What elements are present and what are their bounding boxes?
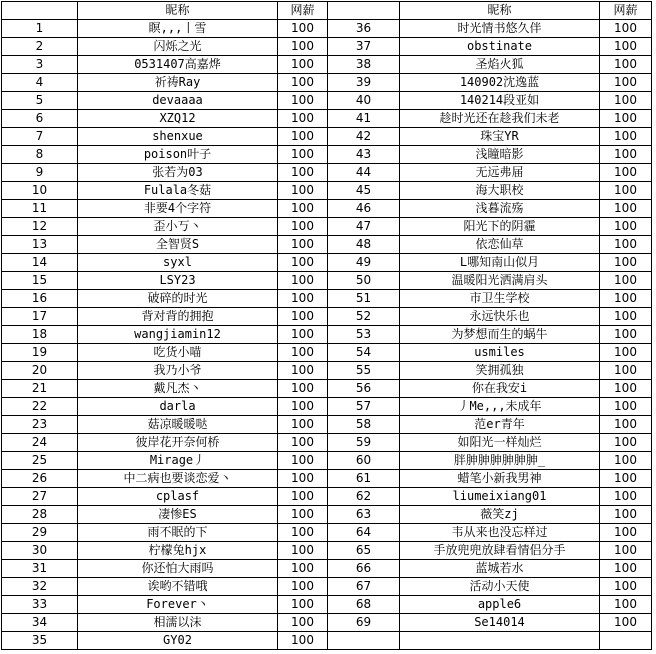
row-index-right: 40 (328, 92, 400, 110)
salary-right: 100 (600, 110, 652, 128)
row-index-left: 4 (2, 74, 78, 92)
nickname-left: 非要4个字符 (78, 200, 278, 218)
table-row (2, 272, 652, 290)
salary-right: 100 (600, 398, 652, 416)
salary-left: 100 (278, 452, 328, 470)
salary-right: 100 (600, 20, 652, 38)
nickname-right: 140214段亚如 (400, 92, 600, 110)
nickname-right: 薇笑zj (400, 506, 600, 524)
salary-left: 100 (278, 272, 328, 290)
row-index-right: 43 (328, 146, 400, 164)
nickname-left: 祈祷Ray (78, 74, 278, 92)
salary-left: 100 (278, 110, 328, 128)
nickname-left: Mirage丿 (78, 452, 278, 470)
nickname-left: syxl (78, 254, 278, 272)
salary-left: 100 (278, 20, 328, 38)
salary-left: 100 (278, 164, 328, 182)
row-index-left: 7 (2, 128, 78, 146)
nickname-right: 永远快乐也 (400, 308, 600, 326)
table-row (2, 308, 652, 326)
nickname-left: 瞑,,,丨雪 (78, 20, 278, 38)
header-salary-right: 网薪 (600, 2, 652, 20)
table-row (2, 74, 652, 92)
salary-left: 100 (278, 254, 328, 272)
row-index-left: 3 (2, 56, 78, 74)
nickname-right: 市卫生学校 (400, 290, 600, 308)
salary-right: 100 (600, 434, 652, 452)
nickname-left: LSY23 (78, 272, 278, 290)
table-row (2, 56, 652, 74)
row-index-right: 53 (328, 326, 400, 344)
table-row (2, 200, 652, 218)
nickname-right: 丿Me,,,未成年 (400, 398, 600, 416)
row-index-right: 37 (328, 38, 400, 56)
row-index-left: 17 (2, 308, 78, 326)
salary-left: 100 (278, 524, 328, 542)
nickname-right: 胖胂胂胂胂胂胂_ (400, 452, 600, 470)
nickname-right: obstinate (400, 38, 600, 56)
table-row (2, 614, 652, 632)
salary-right (600, 632, 652, 650)
row-index-left: 21 (2, 380, 78, 398)
nickname-right: 蓝城若水 (400, 560, 600, 578)
salary-right: 100 (600, 236, 652, 254)
row-index-left: 15 (2, 272, 78, 290)
salary-left: 100 (278, 362, 328, 380)
nickname-right: 温暖阳光洒满肩头 (400, 272, 600, 290)
row-index-right: 57 (328, 398, 400, 416)
header-index-left (2, 2, 78, 20)
salary-left: 100 (278, 632, 328, 650)
nickname-left: 你还怕大雨吗 (78, 560, 278, 578)
row-index-left: 23 (2, 416, 78, 434)
row-index-left: 11 (2, 200, 78, 218)
table-row (2, 128, 652, 146)
table-row (2, 236, 652, 254)
row-index-right: 61 (328, 470, 400, 488)
row-index-left: 34 (2, 614, 78, 632)
row-index-right: 64 (328, 524, 400, 542)
row-index-left: 30 (2, 542, 78, 560)
row-index-left: 22 (2, 398, 78, 416)
row-index-right: 66 (328, 560, 400, 578)
row-index-right: 39 (328, 74, 400, 92)
nickname-right: 140902沈逸蓝 (400, 74, 600, 92)
row-index-right: 65 (328, 542, 400, 560)
row-index-right: 38 (328, 56, 400, 74)
row-index-left: 8 (2, 146, 78, 164)
row-index-right: 56 (328, 380, 400, 398)
header-nickname-left: 昵称 (78, 2, 278, 20)
table-row (2, 488, 652, 506)
table-row (2, 578, 652, 596)
nickname-left: 破碎的时光 (78, 290, 278, 308)
table-row (2, 146, 652, 164)
salary-right: 100 (600, 524, 652, 542)
table-row (2, 164, 652, 182)
salary-left: 100 (278, 596, 328, 614)
nickname-left: 背对背的拥抱 (78, 308, 278, 326)
nickname-right: 笑拥孤独 (400, 362, 600, 380)
table-row (2, 542, 652, 560)
nickname-left: 雨不眠的下 (78, 524, 278, 542)
table-row (2, 20, 652, 38)
salary-left: 100 (278, 434, 328, 452)
row-index-left: 26 (2, 470, 78, 488)
salary-left: 100 (278, 416, 328, 434)
nickname-left: 歪小丂丶 (78, 218, 278, 236)
nickname-left: shenxue (78, 128, 278, 146)
table-row (2, 596, 652, 614)
salary-left: 100 (278, 308, 328, 326)
salary-right: 100 (600, 128, 652, 146)
row-index-right: 44 (328, 164, 400, 182)
nickname-left: darla (78, 398, 278, 416)
nickname-right: 无远弗届 (400, 164, 600, 182)
nickname-right: 浅暮流殇 (400, 200, 600, 218)
nickname-right: 圣焰火狐 (400, 56, 600, 74)
salary-right: 100 (600, 578, 652, 596)
nickname-left: 吃货小喵 (78, 344, 278, 362)
salary-left: 100 (278, 56, 328, 74)
row-index-right: 58 (328, 416, 400, 434)
row-index-left: 6 (2, 110, 78, 128)
salary-right: 100 (600, 596, 652, 614)
table-row (2, 524, 652, 542)
row-index-right: 52 (328, 308, 400, 326)
table-row (2, 470, 652, 488)
row-index-right: 60 (328, 452, 400, 470)
row-index-left: 31 (2, 560, 78, 578)
row-index-right: 55 (328, 362, 400, 380)
row-index-right: 67 (328, 578, 400, 596)
salary-left: 100 (278, 470, 328, 488)
salary-right: 100 (600, 164, 652, 182)
salary-left: 100 (278, 542, 328, 560)
salary-left: 100 (278, 146, 328, 164)
salary-left: 100 (278, 614, 328, 632)
table-row (2, 182, 652, 200)
nickname-left: Forever丶 (78, 596, 278, 614)
salary-left: 100 (278, 560, 328, 578)
salary-left: 100 (278, 128, 328, 146)
salary-left: 100 (278, 326, 328, 344)
salary-left: 100 (278, 92, 328, 110)
salary-right: 100 (600, 452, 652, 470)
row-index-right: 69 (328, 614, 400, 632)
salary-right: 100 (600, 488, 652, 506)
salary-right: 100 (600, 470, 652, 488)
nickname-left: GY02 (78, 632, 278, 650)
nickname-left: 张若为03 (78, 164, 278, 182)
nickname-right: apple6 (400, 596, 600, 614)
table-row (2, 560, 652, 578)
row-index-left: 27 (2, 488, 78, 506)
row-index-left: 5 (2, 92, 78, 110)
salary-right: 100 (600, 254, 652, 272)
nickname-left: 菇凉暖暖哒 (78, 416, 278, 434)
row-index-right: 36 (328, 20, 400, 38)
nickname-left: 全智贤S (78, 236, 278, 254)
row-index-right (328, 632, 400, 650)
row-index-right: 46 (328, 200, 400, 218)
table-row (2, 92, 652, 110)
salary-left: 100 (278, 578, 328, 596)
salary-left: 100 (278, 488, 328, 506)
row-index-left: 33 (2, 596, 78, 614)
nickname-left: devaaaa (78, 92, 278, 110)
table-row (2, 632, 652, 650)
salary-right: 100 (600, 290, 652, 308)
salary-right: 100 (600, 506, 652, 524)
table-row (2, 218, 652, 236)
nickname-left: cplasf (78, 488, 278, 506)
row-index-right: 50 (328, 272, 400, 290)
row-index-right: 62 (328, 488, 400, 506)
nickname-left: 柠檬兔hjx (78, 542, 278, 560)
table-row (2, 506, 652, 524)
row-index-left: 13 (2, 236, 78, 254)
salary-right: 100 (600, 308, 652, 326)
nickname-right: 蜡笔小新我男神 (400, 470, 600, 488)
nickname-left: Fulala冬菇 (78, 182, 278, 200)
nickname-right: 时光情书悠久伴 (400, 20, 600, 38)
row-index-left: 24 (2, 434, 78, 452)
row-index-left: 16 (2, 290, 78, 308)
salary-right: 100 (600, 146, 652, 164)
nickname-right: 为梦想而生的蜗牛 (400, 326, 600, 344)
row-index-left: 35 (2, 632, 78, 650)
salary-right: 100 (600, 344, 652, 362)
nickname-left: 闪烁之光 (78, 38, 278, 56)
salary-left: 100 (278, 506, 328, 524)
salary-right: 100 (600, 542, 652, 560)
salary-left: 100 (278, 380, 328, 398)
row-index-left: 10 (2, 182, 78, 200)
table-row (2, 326, 652, 344)
row-index-right: 45 (328, 182, 400, 200)
nickname-right: 浅瞳暗影 (400, 146, 600, 164)
row-index-right: 47 (328, 218, 400, 236)
table-row (2, 434, 652, 452)
table-row (2, 110, 652, 128)
table-row (2, 452, 652, 470)
row-index-left: 32 (2, 578, 78, 596)
table-row (2, 344, 652, 362)
salary-left: 100 (278, 344, 328, 362)
salary-right: 100 (600, 182, 652, 200)
row-index-right: 54 (328, 344, 400, 362)
nickname-left: XZQ12 (78, 110, 278, 128)
salary-right: 100 (600, 614, 652, 632)
row-index-left: 14 (2, 254, 78, 272)
salary-right: 100 (600, 56, 652, 74)
row-index-left: 29 (2, 524, 78, 542)
row-index-right: 48 (328, 236, 400, 254)
row-index-right: 68 (328, 596, 400, 614)
row-index-right: 51 (328, 290, 400, 308)
salary-left: 100 (278, 38, 328, 56)
nickname-left: wangjiamin12 (78, 326, 278, 344)
row-index-right: 41 (328, 110, 400, 128)
row-index-right: 42 (328, 128, 400, 146)
nickname-left: 相濡以沫 (78, 614, 278, 632)
salary-right: 100 (600, 560, 652, 578)
row-index-left: 19 (2, 344, 78, 362)
salary-right: 100 (600, 326, 652, 344)
salary-right: 100 (600, 416, 652, 434)
header-nickname-right: 昵称 (400, 2, 600, 20)
salary-right: 100 (600, 272, 652, 290)
nickname-left: 中二病也要谈恋爱丶 (78, 470, 278, 488)
row-index-right: 63 (328, 506, 400, 524)
table-row (2, 416, 652, 434)
nickname-right (400, 632, 600, 650)
nickname-right: 如阳光一样灿烂 (400, 434, 600, 452)
nickname-left: 我乃小爷 (78, 362, 278, 380)
salary-left: 100 (278, 236, 328, 254)
row-index-right: 49 (328, 254, 400, 272)
salary-right: 100 (600, 200, 652, 218)
row-index-left: 25 (2, 452, 78, 470)
nickname-right: 活动小天使 (400, 578, 600, 596)
salary-right: 100 (600, 362, 652, 380)
nickname-right: usmiles (400, 344, 600, 362)
table-row (2, 38, 652, 56)
table-row (2, 254, 652, 272)
nickname-left: 彼岸花开奈何桥 (78, 434, 278, 452)
table-row (2, 380, 652, 398)
nickname-right: 趁时光还在趁我们未老 (400, 110, 600, 128)
nickname-right: 依恋仙草 (400, 236, 600, 254)
row-index-right: 59 (328, 434, 400, 452)
salary-left: 100 (278, 290, 328, 308)
nickname-right: 韦从来也没忘样过 (400, 524, 600, 542)
row-index-left: 2 (2, 38, 78, 56)
salary-right: 100 (600, 380, 652, 398)
row-index-left: 9 (2, 164, 78, 182)
row-index-left: 12 (2, 218, 78, 236)
salary-right: 100 (600, 74, 652, 92)
nickname-left: 凄惨ES (78, 506, 278, 524)
salary-right: 100 (600, 92, 652, 110)
salary-left: 100 (278, 74, 328, 92)
header-salary-left: 网薪 (278, 2, 328, 20)
salary-table (1, 1, 652, 650)
nickname-left: poison叶子 (78, 146, 278, 164)
salary-left: 100 (278, 200, 328, 218)
nickname-right: 海大职校 (400, 182, 600, 200)
nickname-right: 阳光下的阴霾 (400, 218, 600, 236)
salary-left: 100 (278, 398, 328, 416)
header-index-right (328, 2, 400, 20)
header-row (2, 2, 652, 20)
row-index-left: 28 (2, 506, 78, 524)
row-index-left: 20 (2, 362, 78, 380)
nickname-right: Se14014 (400, 614, 600, 632)
salary-right: 100 (600, 38, 652, 56)
nickname-right: liumeixiang01 (400, 488, 600, 506)
nickname-right: 你在我安i (400, 380, 600, 398)
table-row (2, 362, 652, 380)
nickname-right: 珠宝YR (400, 128, 600, 146)
nickname-left: 戴凡杰丶 (78, 380, 278, 398)
nickname-left: 0531407高嘉烨 (78, 56, 278, 74)
nickname-right: 手放兜兜放肆看情侣分手 (400, 542, 600, 560)
salary-right: 100 (600, 218, 652, 236)
nickname-left: 诶哟不错哦 (78, 578, 278, 596)
row-index-left: 1 (2, 20, 78, 38)
salary-left: 100 (278, 218, 328, 236)
table-row (2, 398, 652, 416)
salary-left: 100 (278, 182, 328, 200)
nickname-right: 范er青年 (400, 416, 600, 434)
table-row (2, 290, 652, 308)
row-index-left: 18 (2, 326, 78, 344)
nickname-right: L哪知南山似月 (400, 254, 600, 272)
